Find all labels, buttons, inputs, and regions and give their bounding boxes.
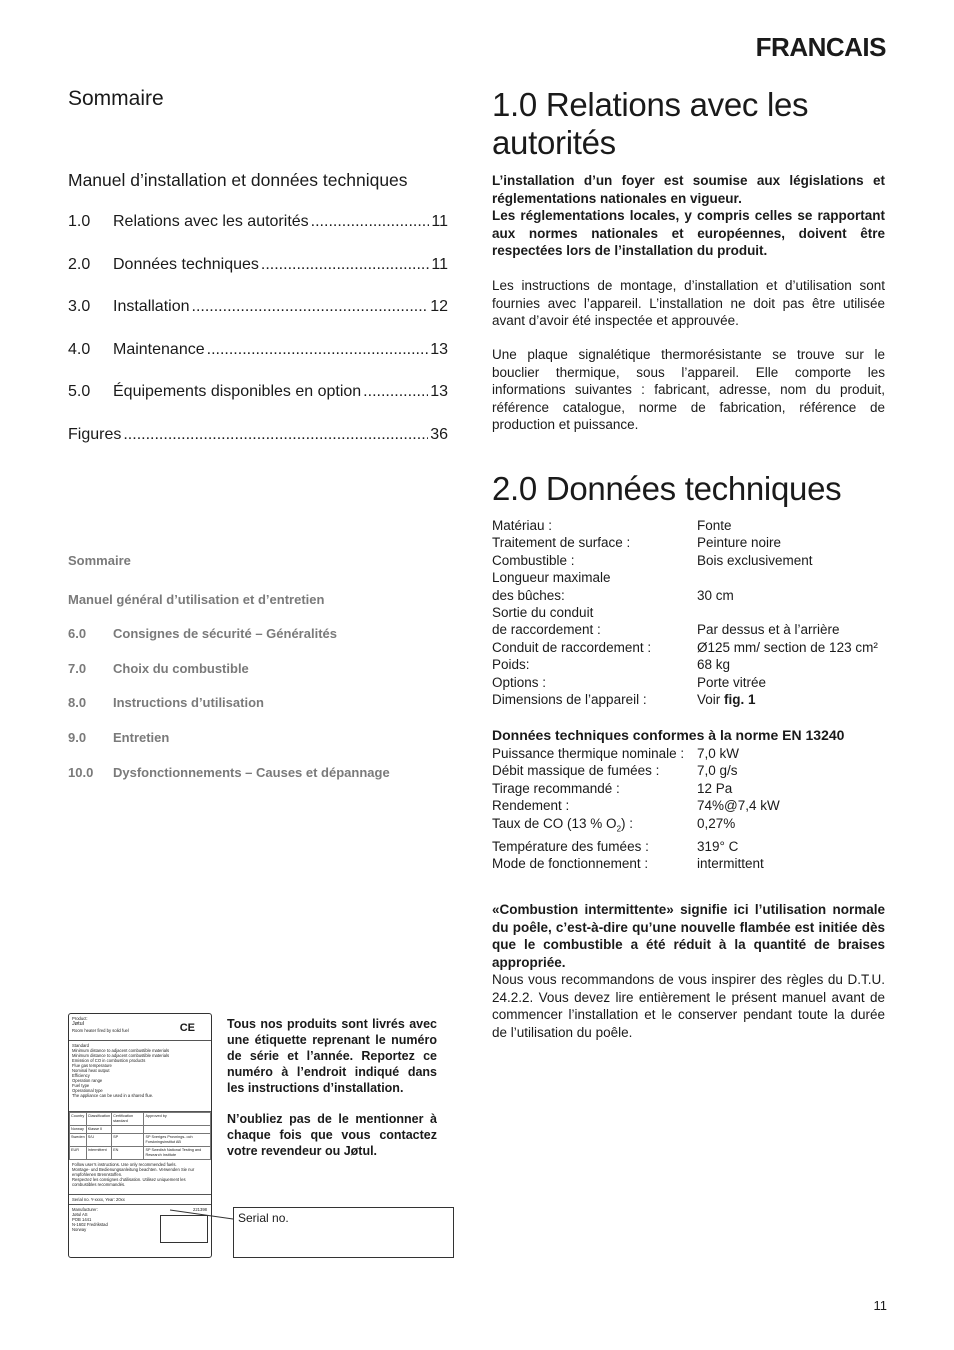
toc-item-label: Relations avec les autorités [113,213,309,230]
spec-key: Longueur maximale [492,570,611,586]
plate-cell: Approved by [144,1113,211,1126]
plate-cell: Country [70,1113,87,1126]
toc2-item-label: Entretien [113,730,170,745]
dtu-paragraph: Nous vous recommandons de vous inspirer des règles du D.T.U. 24.2.2. Vous devez lire entièrement le présent manuel avant de commencer l’installation et le conserver pendant toute la durée de l’utilisation du poêle. [492,972,885,1040]
spec-key: Options : [492,674,547,690]
spec-key: Tirage recommandé : [492,780,620,796]
spec-value: Fonte [697,518,732,533]
toc-item-page: 13 [430,383,448,400]
plate-cell: Norway [70,1126,87,1134]
plate-cell: SP Sveriges Provnings- och Forskningsinstitut AB [144,1134,211,1147]
section1-bold-p2: Les réglementations locales, y compris celles se rapportant aux normes nationales et européennes, doivent être respectées lors de l’installation du produit. [492,208,885,258]
toc-figures-page: 36 [430,426,448,443]
spec-value: 0,27% [697,815,736,831]
spec-value: Peinture noire [697,535,782,551]
toc-item-label: Équipements disponibles en option [113,383,362,400]
spec-value: 74%@7,4 kW [697,798,780,814]
spec-value: Porte vitrée [697,674,767,690]
spec-key: Mode de fonctionnement : [492,856,649,872]
spec-key: Combustible : [492,552,575,568]
plate-spec-line: Minimum distance to adjacent combustible materials [72,1053,170,1058]
toc2-heading: Sommaire [68,553,131,568]
section1-title-line1: 1.0 Relations avec les [492,86,809,123]
spec-key: Conduit de raccordement : [492,639,652,655]
plate-spec-line: Operational type [72,1088,103,1093]
serial-number-label: Serial no. [238,1211,289,1225]
plate-serial-line: Serial no. Y-xxxx, Year: 20xx [69,1195,211,1205]
section1-bold-p1: L’installation d’un foyer est soumise aux législations et réglementations nationales en vigueur. [492,173,885,206]
toc-heading: Sommaire [68,87,164,110]
plate-cell: Sweden [70,1134,87,1147]
ce-mark-icon: CE [179,1022,195,1034]
plate-spec-line: The appliance can be used in a shared flue. [72,1093,154,1098]
spec-key: de raccordement : [492,622,601,638]
section2-title: 2.0 Données techniques [492,470,842,507]
plate-spec-line: Emission of CO in combustion products [72,1058,146,1063]
toc2-item-label: Choix du combustible [113,661,249,676]
spec-value: 7,0 g/s [697,763,738,779]
toc-manual-title: Manuel d’installation et données techniques [68,170,408,190]
plate-cell: Intermittent [86,1147,111,1160]
spec-key: Rendement : [492,798,570,814]
serial-notice-paragraph-1: Tous nos produits sont livrés avec une étiquette reprenant le numéro de série et l’année. Reportez ce numéro à l’endroit indiqué dans les instructions d’installation. [227,1017,437,1095]
plate-cell: S/U [86,1134,111,1147]
plate-spec-line: Standard [72,1043,89,1048]
plate-address-line: POB 1441 [72,1217,92,1222]
plate-address-line: Jøtul AS [72,1212,88,1217]
plate-cell: SP [112,1134,144,1147]
plate-cell: EN [112,1147,144,1160]
plate-spec-line: Fuel type [72,1083,90,1088]
plate-cell: Klasse II [86,1126,111,1134]
plate-brand: Jøtul [72,1021,84,1027]
toc-item-page: 13 [430,341,448,358]
toc-figures-label: Figures [68,426,122,443]
toc-item-label: Installation [113,298,190,315]
plate-address-line: N-1602 Fredrikstad [72,1222,108,1227]
section1-paragraph-2: Les instructions de montage, d’installation et d’utilisation sont fournies avec l’appareil. L’installation ne doit pas être utilisée avant d’avoir été inspectée et approuvée. [492,278,885,328]
page-number: 11 [873,1298,887,1313]
toc2-item-number: 7.0 [68,661,87,676]
toc2-item-label: Dysfonctionnements – Causes et dépannage [113,765,390,780]
language-label: FRANCAIS [755,32,886,62]
section1-paragraph-3: Une plaque signalétique thermorésistante se trouve sur le bouclier thermique, sous l’appareil. Elle comporte les informations suivantes : fabricant, adresse, nom du produit, référence catalogue, norme de fabrication, référence de production et puissance. [492,347,885,432]
plate-cell: Certification standard [112,1113,144,1126]
toc-item-number: 3.0 [68,298,91,315]
plate-follow-fr: Respectez les consignes d’utilisation. Utilisez uniquement les combustibles recommandés. [72,1177,186,1187]
plate-cell: SP Swedish National Testing and Research Institute [144,1147,211,1160]
spec-key: Matériau : [492,518,553,533]
toc2-item-label: Consignes de sécurité – Généralités [113,626,337,641]
intermittent-note: «Combustion intermittente» signifie ici l’utilisation normale du poêle, c’est-à-dire qu’une nouvelle flambée est initiée dès que le combustible a été réduit à la quantité de braises appropriée. [492,902,885,970]
spec-value: 12 Pa [697,780,733,796]
spec-value: Par dessus et à l’arrière [697,622,840,638]
plate-manufacturer-label: Manufacturer: [72,1207,98,1212]
spec-value: 7,0 kW [697,746,740,761]
toc-item-number: 2.0 [68,256,91,273]
plate-spec-line: Nominal heat output [72,1068,110,1073]
toc2-item-number: 10.0 [68,765,94,780]
plate-spec-line: Minimum distance to adjacent combustible materials [72,1048,170,1053]
spec-value: 30 cm [697,587,734,603]
plate-spec-line: Efficiency [72,1073,90,1078]
toc2-item-number: 8.0 [68,695,87,710]
leader-line [170,1210,233,1219]
plate-cell: Classification [86,1113,111,1126]
toc2-item-label: Instructions d’utilisation [113,695,264,710]
spec-value: intermittent [697,856,764,872]
figure-link[interactable]: fig. 1 [724,692,756,708]
plate-spec-line: Flue gas temperature [72,1063,112,1068]
spec-key: Puissance thermique nominale : [492,746,685,761]
serial-notice-paragraph-2: N’oubliez pas de le mentionner à chaque fois que vous contactez votre revendeur ou Jøtul. [227,1112,437,1158]
plate-cell: EUR [70,1147,87,1160]
toc-item-number: 4.0 [68,341,91,358]
toc-item-page: 11 [431,213,448,230]
spec-key: Poids: [492,657,530,673]
plate-product-desc: Room heater fired by solid fuel [72,1028,129,1033]
spec-key: Débit massique de fumées : [492,763,660,779]
plate-follow-de: Montage- und Bedienungsanleitung beachten. Verwenden Sie nur empfohlenen Brennstoffen. [72,1167,195,1177]
toc-item-label: Maintenance [113,341,205,358]
spec-value: 68 kg [697,657,731,673]
plate-manufacturer-code: 221398 [193,1207,207,1212]
section1-title-line2: autorités [492,124,616,161]
toc-item-page: 11 [431,256,448,273]
toc-item-number: 5.0 [68,383,91,400]
norm-heading: Données techniques conformes à la norme EN 13240 [492,727,845,743]
spec-value: Bois exclusivement [697,552,813,568]
toc-item-number: 1.0 [68,213,91,230]
spec-value: Ø125 mm/ section de 123 cm² [697,639,878,655]
spec-key: Dimensions de l’appareil : [492,692,647,708]
toc2-manual-title: Manuel général d’utilisation et d’entretien [68,592,325,607]
toc-item-label: Données techniques [113,256,259,273]
toc2-item-number: 6.0 [68,626,87,641]
toc2-item-number: 9.0 [68,730,87,745]
spec-key: des bûches: [492,587,565,603]
toc-item-page: 12 [430,298,448,315]
spec-key: Température des fumées : [492,838,649,854]
serial-number-box[interactable] [233,1207,454,1258]
co-key-sub: 2 [616,824,622,834]
plate-address-line: Norway [72,1227,87,1232]
spec-key: Sortie du conduit [492,605,594,621]
dims-prefix: Voir [697,692,721,708]
plate-spec-line: Operation range [72,1078,103,1083]
spec-value: 319° C [697,838,739,854]
spec-key: Traitement de surface : [492,535,631,551]
co-key-a: Taux de CO (13 % O [492,815,617,831]
co-key-b: ) : [621,815,634,831]
plate-product-label: Product: [72,1016,88,1021]
plate-follow-en: Follow user’s instructions. Use only recommended fuels. [72,1162,177,1167]
